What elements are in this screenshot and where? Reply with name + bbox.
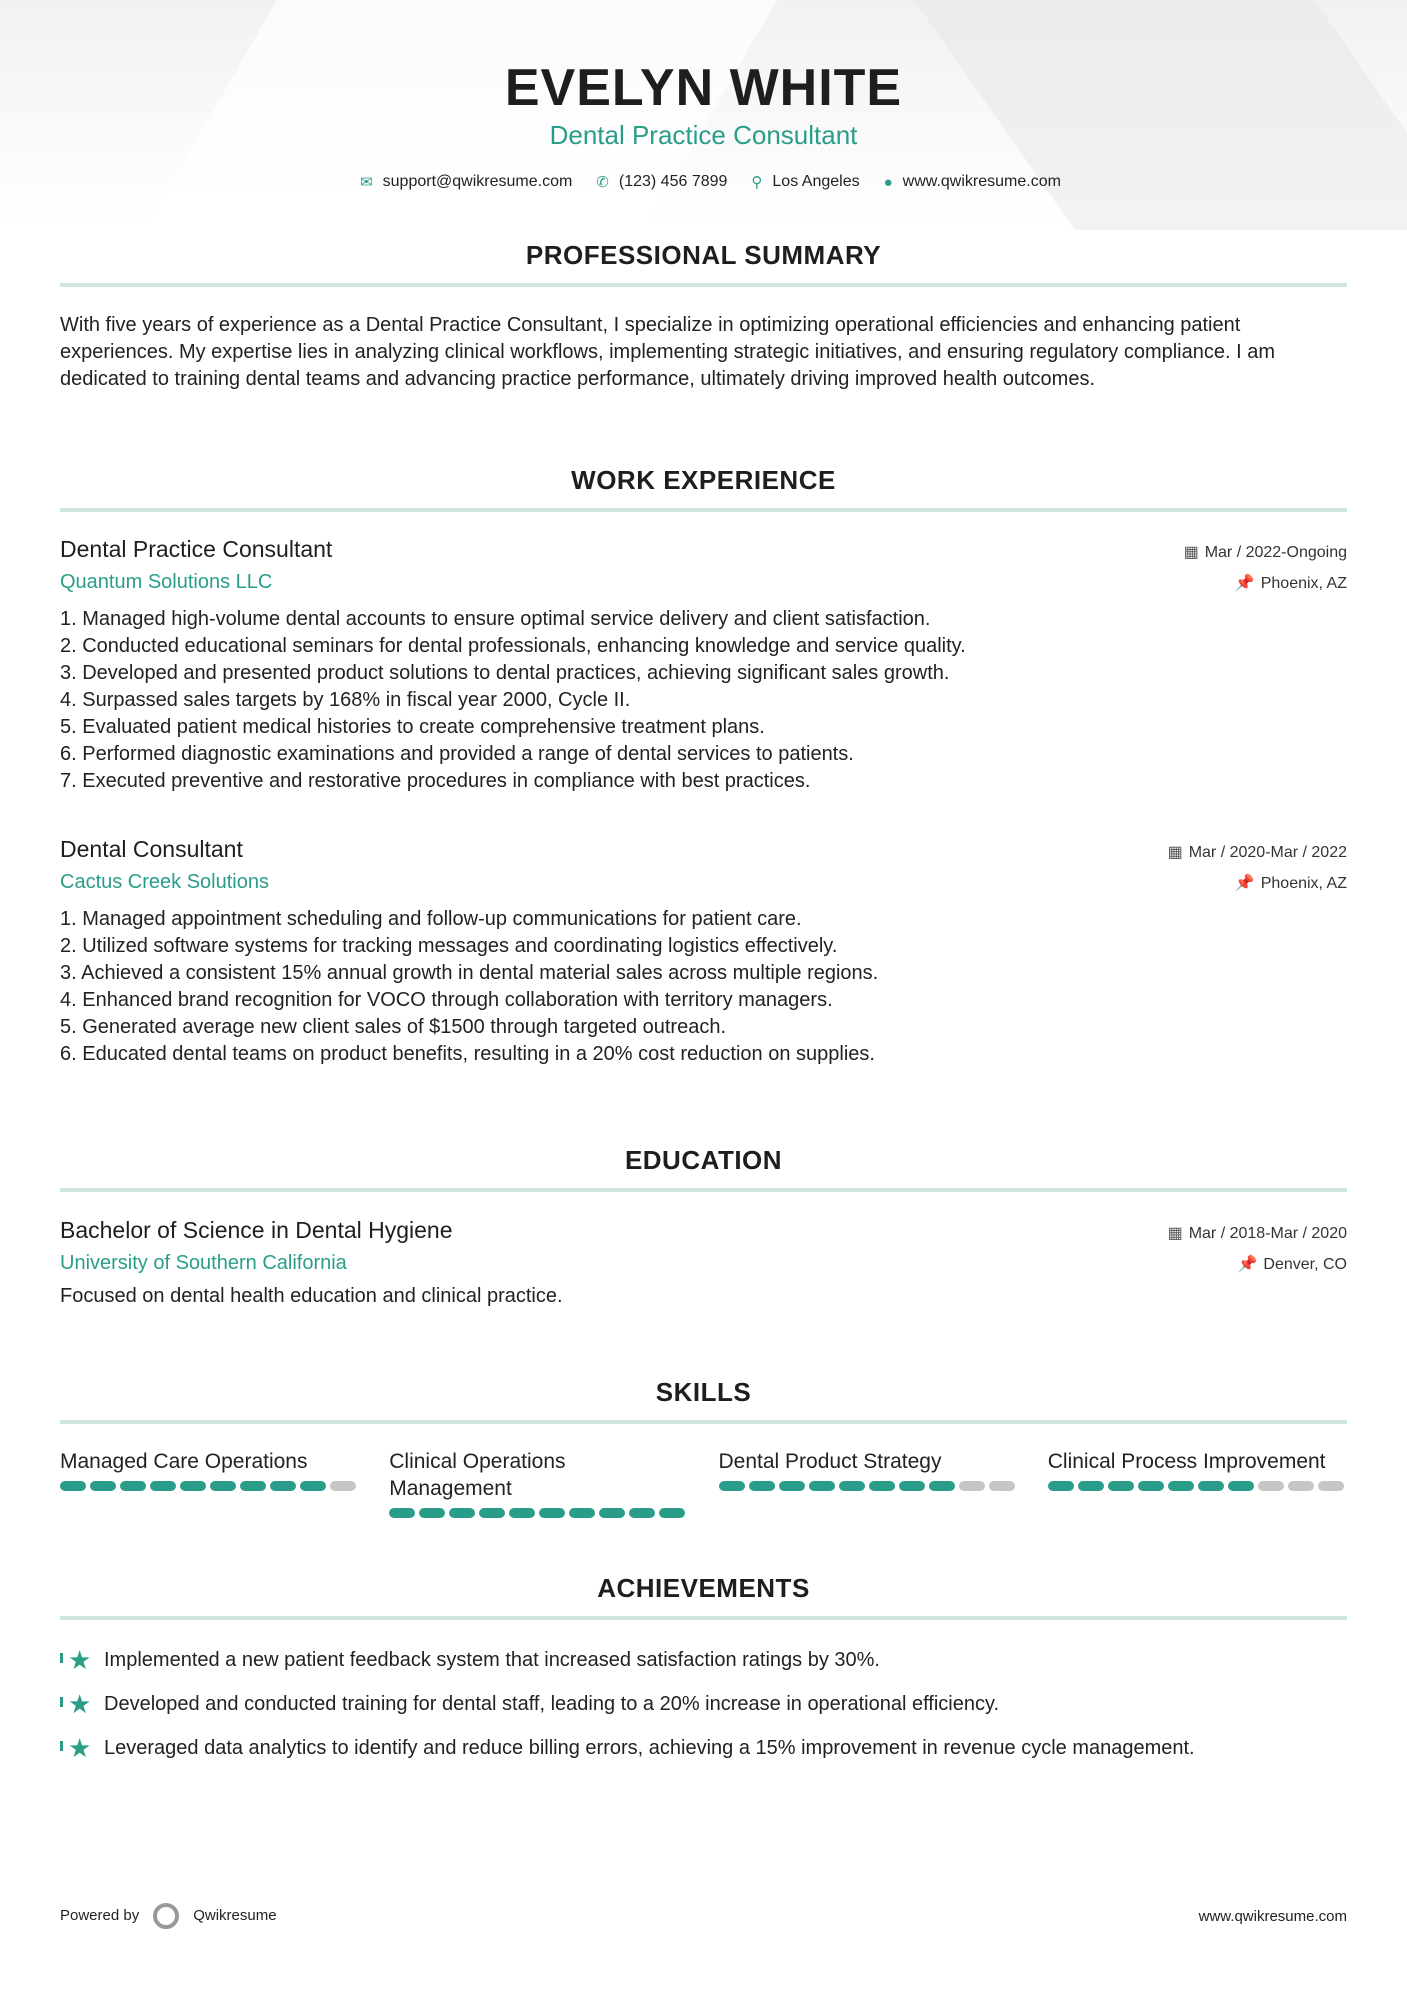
skill-segment [1318,1481,1344,1491]
job-bullets [60,606,1347,795]
skill-name: Dental Product Strategy [718,1450,942,1473]
skill-level-bar [60,1481,359,1491]
skill-segment [1138,1481,1164,1491]
job-entry [60,836,1347,1068]
section-heading: EDUCATION [624,1145,783,1175]
contact-phone[interactable]: (123) 456 7899 [618,173,728,190]
job-dates: Mar / 2020-Mar / 2022 [1188,844,1347,861]
list-item: 4. Enhanced brand recognition for VOCO through collaboration with territory managers. [60,989,833,1011]
powered-by-label: Powered by [60,1906,140,1924]
skill-item [1048,1448,1347,1518]
job-entry [60,536,1347,795]
job-location: Phoenix, AZ [1260,575,1347,592]
job-title: Dental Practice Consultant [60,536,333,562]
section-divider [60,508,1347,512]
skill-segment [120,1481,146,1491]
location-pin-icon: ⚲ [751,174,763,191]
skill-segment [929,1481,955,1491]
star-icon: ★ [60,1645,92,1676]
skill-segment [1078,1481,1104,1491]
pin-icon: 📌 [1237,1256,1258,1273]
skill-segment [1108,1481,1134,1491]
summary-text: With five years of experience as a Dental Practice Consultant, I specialize in optimizing operational efficiencies and enhancing patient experiences. My expertise lies in analyzing clinical workflows, implementing strategic initiatives, and ensuring regulatory compliance. I am dedicated to training dental teams and advancing practice performance, ultimately driving improved health outcomes. [60,314,1275,390]
skill-segment [749,1481,775,1491]
skill-segment [419,1508,445,1518]
education-location: Denver, CO [1263,1256,1347,1273]
section-divider [60,283,1347,287]
skill-segment [539,1508,565,1518]
skill-segment [629,1508,655,1518]
skill-segment [809,1481,835,1491]
skill-segment [1168,1481,1194,1491]
skill-name: Clinical Process Improvement [1047,1450,1326,1473]
list-item: 5. Generated average new client sales of $1500 through targeted outreach. [60,1016,727,1038]
list-item: 6. Performed diagnostic examinations and provided a range of dental services to patients. [60,743,854,765]
skill-segment [1048,1481,1074,1491]
list-item: 5. Evaluated patient medical histories to create comprehensive treatment plans. [60,716,765,738]
list-item: 1. Managed high-volume dental accounts to ensure optimal service delivery and client satisfaction. [60,608,931,630]
list-item: 7. Executed preventive and restorative procedures in compliance with best practices. [60,770,811,792]
skill-segment [479,1508,505,1518]
skill-segment [449,1508,475,1518]
pin-icon: 📌 [1234,875,1255,892]
achievement-item [60,1726,1347,1770]
email-icon: ✉ [360,174,373,191]
list-item: 6. Educated dental teams on product benefits, resulting in a 20% cost reduction on supplies. [60,1043,875,1065]
skill-level-bar [389,1508,688,1518]
skill-level-bar [1048,1481,1347,1491]
skill-segment [509,1508,535,1518]
company-name: Cactus Creek Solutions [60,871,269,893]
section-heading: SKILLS [655,1377,752,1407]
skill-segment [779,1481,805,1491]
skill-segment [240,1481,266,1491]
list-item: 3. Achieved a consistent 15% annual growth in dental material sales across multiple regions. [60,962,879,984]
company-name: Quantum Solutions LLC [60,571,273,593]
candidate-title: Dental Practice Consultant [549,120,858,150]
star-icon: ★ [60,1689,92,1720]
skill-item [719,1448,1018,1518]
education-section [60,1145,1347,1310]
experience-section [60,465,1347,512]
skill-segment [330,1481,356,1491]
qwikresume-link[interactable]: Qwikresume [193,1906,277,1924]
footer [60,1903,1347,1929]
skill-segment [989,1481,1015,1491]
skill-segment [210,1481,236,1491]
summary-section [60,240,1347,393]
skill-segment [599,1508,625,1518]
section-divider [60,1420,1347,1424]
skill-segment [90,1481,116,1491]
phone-icon: ✆ [596,174,609,191]
skill-segment [1228,1481,1254,1491]
job-title: Dental Consultant [60,836,243,862]
contact-website[interactable]: www.qwikresume.com [902,173,1061,190]
calendar-icon: ▦ [1167,1225,1183,1242]
calendar-icon: ▦ [1183,544,1199,561]
job-location: Phoenix, AZ [1260,875,1347,892]
skill-item [60,1448,359,1518]
skill-segment [1198,1481,1224,1491]
skill-segment [839,1481,865,1491]
achievement-item [60,1638,1347,1682]
achievement-item [60,1682,1347,1726]
skill-segment [300,1481,326,1491]
achievements-section [60,1573,1347,1770]
section-heading: ACHIEVEMENTS [597,1573,810,1603]
section-divider [60,1188,1347,1192]
contact-email[interactable]: support@qwikresume.com [382,173,573,190]
skill-name: Clinical Operations Management [389,1450,566,1500]
skill-segment [959,1481,985,1491]
contact-bar [0,173,1407,191]
skill-item [389,1448,688,1518]
skill-segment [180,1481,206,1491]
section-heading: PROFESSIONAL SUMMARY [525,240,882,270]
school-name: University of Southern California [60,1252,347,1274]
achievement-text: Developed and conducted training for dental staff, leading to a 20% increase in operational efficiency. [104,1692,1000,1715]
candidate-name: EVELYN WHITE [504,59,903,117]
skill-segment [389,1508,415,1518]
pin-icon: 📌 [1234,575,1255,592]
skills-section [60,1377,1347,1518]
achievement-text: Leveraged data analytics to identify and reduce billing errors, achieving a 15% improvement in revenue cycle management. [104,1736,1195,1759]
skill-segment [659,1508,685,1518]
globe-icon: ● [883,173,893,191]
skill-segment [1288,1481,1314,1491]
section-divider [60,1616,1347,1620]
calendar-icon: ▦ [1167,844,1183,861]
achievement-text: Implemented a new patient feedback system that increased satisfaction ratings by 30%. [104,1648,880,1671]
list-item: 1. Managed appointment scheduling and follow-up communications for patient care. [60,908,802,930]
list-item: 4. Surpassed sales targets by 168% in fiscal year 2000, Cycle II. [60,689,631,711]
skill-name: Managed Care Operations [60,1450,308,1473]
skill-segment [150,1481,176,1491]
skill-segment [869,1481,895,1491]
education-description: Focused on dental health education and clinical practice. [60,1285,563,1307]
skill-segment [719,1481,745,1491]
list-item: 2. Conducted educational seminars for dental professionals, enhancing knowledge and service quality. [60,635,966,657]
footer-website[interactable]: www.qwikresume.com [1198,1907,1347,1925]
list-item: 2. Utilized software systems for tracking messages and coordinating logistics effectively. [60,935,838,957]
qwikresume-logo-icon [153,1903,179,1929]
education-dates: Mar / 2018-Mar / 2020 [1188,1225,1347,1242]
list-item: 3. Developed and presented product solutions to dental practices, achieving significant sales growth. [60,662,950,684]
contact-location: Los Angeles [772,173,860,190]
job-dates: Mar / 2022-Ongoing [1204,544,1347,561]
skill-segment [60,1481,86,1491]
star-icon: ★ [60,1733,92,1764]
skill-segment [270,1481,296,1491]
job-bullets [60,906,1347,1068]
skill-level-bar [719,1481,1018,1491]
section-heading: WORK EXPERIENCE [571,465,836,495]
skill-segment [899,1481,925,1491]
skill-segment [569,1508,595,1518]
skill-segment [1258,1481,1284,1491]
degree: Bachelor of Science in Dental Hygiene [60,1217,453,1243]
